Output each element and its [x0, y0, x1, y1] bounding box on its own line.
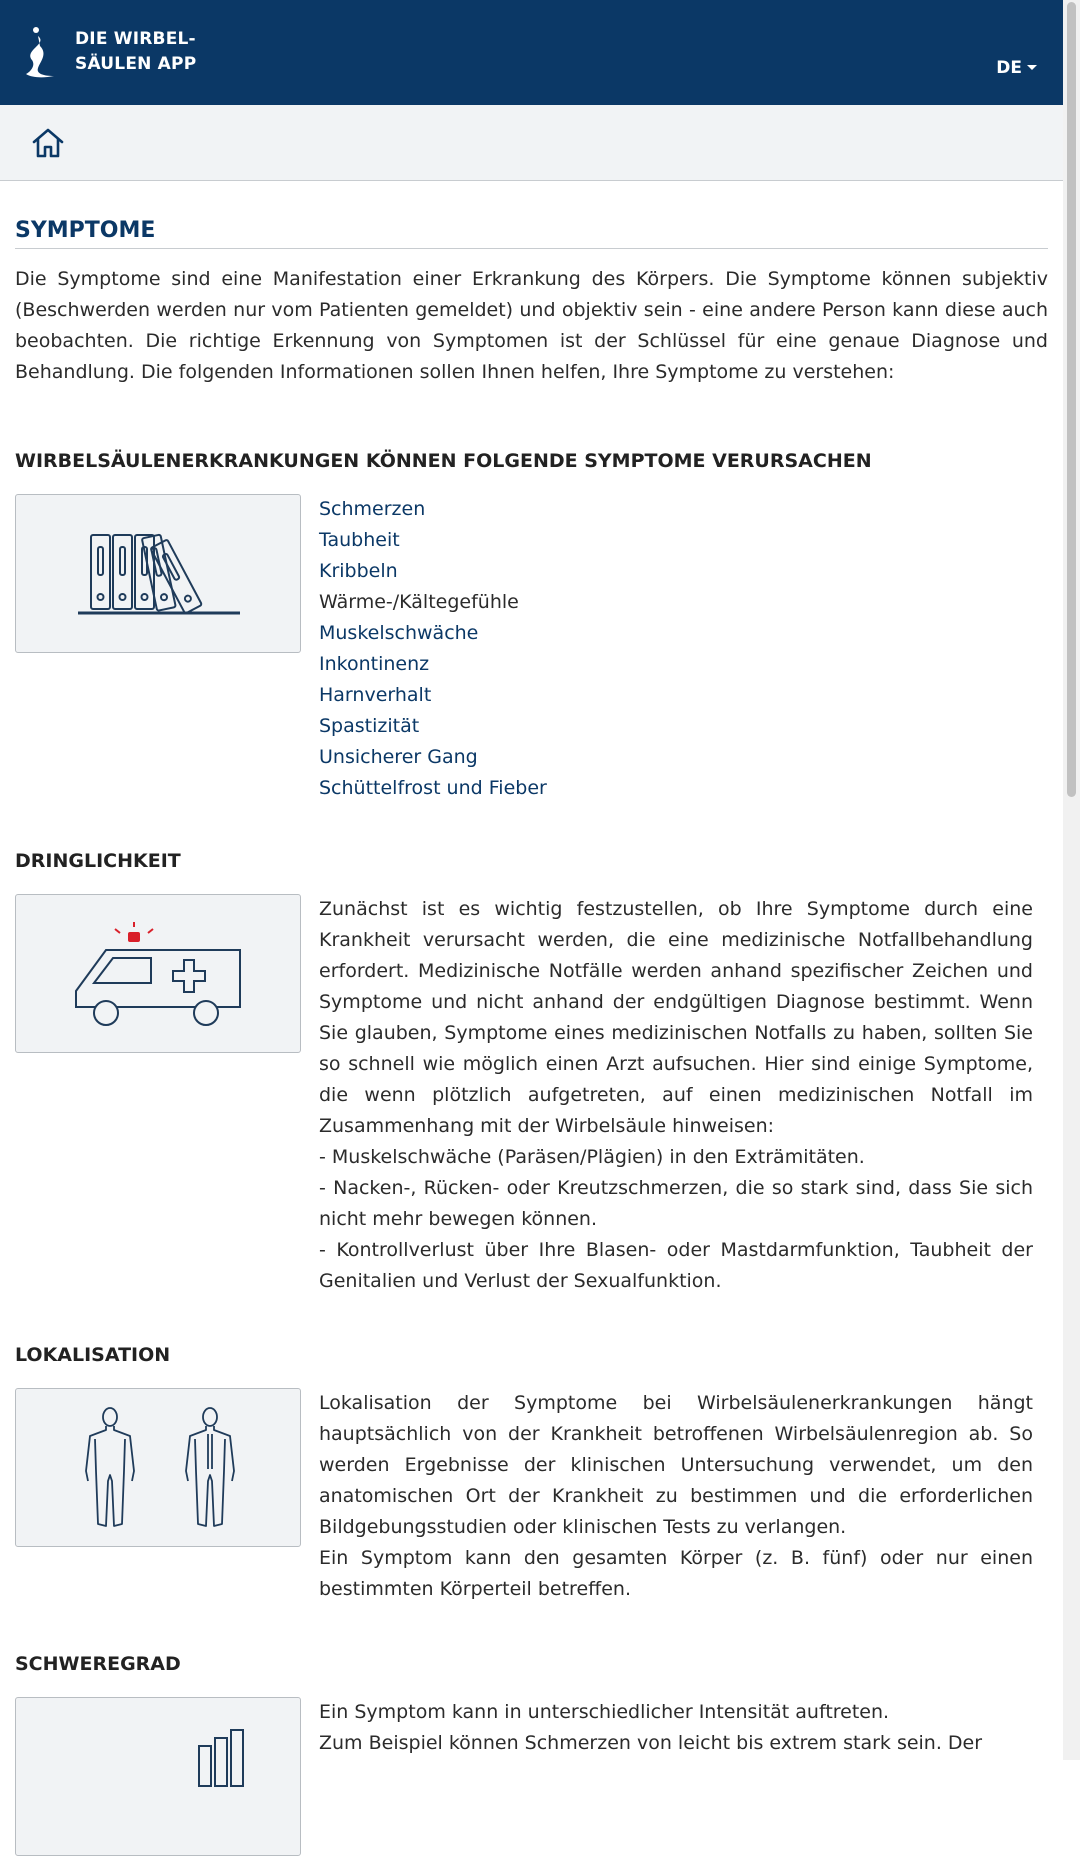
- language-dropdown[interactable]: [996, 58, 1037, 78]
- symptoms-image: [15, 494, 301, 653]
- binders-icon: [16, 495, 302, 654]
- urgency-paragraph-4: - Kontrollverlust über Ihre Blasen- oder Mastdarmfunktion, Taubheit der Genitalien und Verlust der Sexualfunktion.: [319, 1239, 1033, 1292]
- symptom-link-inkontinenz[interactable]: Inkontinenz: [319, 653, 430, 675]
- app-title-line1: DIE WIRBEL-: [75, 29, 196, 49]
- severity-bars-icon: [16, 1698, 302, 1857]
- localisation-image: [15, 1388, 301, 1547]
- spine-logo-icon[interactable]: [18, 24, 58, 80]
- symptom-item-waerme-kaelte: Wärme-/Kältegefühle: [319, 591, 519, 613]
- section-title-urgency: DRINGLICHKEIT: [15, 850, 181, 872]
- section-title-symptoms: WIRBELSÄULENERKRANKUNGEN KÖNNEN FOLGENDE SYMPTOME VERURSACHEN: [15, 450, 872, 472]
- section-title-localisation: LOKALISATION: [15, 1344, 171, 1366]
- body-figures-icon: [16, 1389, 302, 1548]
- home-icon[interactable]: [30, 125, 66, 161]
- symptom-link-taubheit[interactable]: Taubheit: [319, 529, 400, 551]
- scrollbar-thumb[interactable]: [1067, 2, 1076, 797]
- severity-paragraph-1: Ein Symptom kann in unterschiedlicher Intensität auftreten.: [319, 1701, 890, 1723]
- severity-section: [15, 1653, 1048, 1754]
- urgency-section: [15, 850, 1048, 1292]
- urgency-paragraph-3: - Nacken-, Rücken- oder Kreutzschmerzen, die so stark sind, dass Sie sich nicht mehr bewegen können.: [319, 1177, 1033, 1230]
- chevron-down-icon: [1027, 65, 1037, 70]
- app-title: [75, 27, 196, 77]
- language-label: DE: [996, 58, 1022, 78]
- symptom-link-spastizitaet[interactable]: Spastizität: [319, 715, 420, 737]
- symptom-list: [319, 494, 1033, 804]
- symptom-link-kribbeln[interactable]: Kribbeln: [319, 560, 398, 582]
- localisation-paragraph-1: Lokalisation der Symptome bei Wirbelsäulenerkrankungen hängt hauptsächlich von der Krankheit betroffenen Wirbelsäulenregion ab. So werden Ergebnisse der klinischen Untersuchung verwendet, um den anatomischen Ort der Krankheit zu bestimmen und die erforderlichen Bildgebungsstudien oder klinischen Tests zu verlangen.: [319, 1392, 1033, 1538]
- symptom-link-muskelschwaeche[interactable]: Muskelschwäche: [319, 622, 479, 644]
- symptom-link-harnverhalt[interactable]: Harnverhalt: [319, 684, 432, 706]
- symptom-link-schuettelfrost-fieber[interactable]: Schüttelfrost und Fieber: [319, 777, 547, 799]
- symptoms-section: [15, 450, 1048, 799]
- localisation-section: [15, 1344, 1048, 1600]
- symptom-link-schmerzen[interactable]: Schmerzen: [319, 498, 426, 520]
- urgency-paragraph-1: Zunächst ist es wichtig festzustellen, ob Ihre Symptome durch eine Krankheit verursacht werden, die eine medizinische Notfallbehandlung erfordert. Medizinische Notfälle werden anhand spezifischer Zeichen und Symptome und nicht anhand der endgültigen Diagnose bestimmt. Wenn Sie glauben, Symptome eines medizinischen Notfalls zu haben, sollten Sie so schnell wie möglich einen Arzt aufsuchen. Hier sind einige Symptome, die wenn plötzlich aufgetreten, auf einen medizinischen Notfall im Zusammenhang mit der Wirbelsäule hinweisen:: [319, 898, 1033, 1137]
- localisation-paragraph-2: Ein Symptom kann den gesamten Körper (z. B. fünf) oder nur einen bestimmten Körperteil betreffen.: [319, 1547, 1033, 1600]
- localisation-text: [319, 1388, 1033, 1605]
- severity-paragraph-2: Zum Beispiel können Schmerzen von leicht bis extrem stark sein. Der: [319, 1732, 983, 1754]
- app-title-line2: SÄULEN APP: [75, 54, 197, 74]
- severity-image: [15, 1697, 301, 1856]
- severity-text: [319, 1697, 1033, 1759]
- app-header: [0, 0, 1063, 105]
- urgency-image: [15, 894, 301, 1053]
- page-title: SYMPTOME: [15, 218, 1048, 249]
- ambulance-icon: [16, 895, 302, 1054]
- main-content: [15, 180, 1048, 1754]
- section-title-severity: SCHWEREGRAD: [15, 1653, 181, 1675]
- scrollbar[interactable]: [1063, 0, 1080, 1760]
- intro-text: Die Symptome sind eine Manifestation einer Erkrankung des Körpers. Die Symptome können subjektiv (Beschwerden werden nur vom Patienten gemeldet) und objektiv sein - eine andere Person kann diese auch beobachten. Die richtige Erkennung von Symptomen ist der Schlüssel für eine genaue Diagnose und Behandlung. Die folgenden Informationen sollen Ihnen helfen, Ihre Symptome zu verstehen:: [15, 268, 1048, 383]
- urgency-text: [319, 894, 1033, 1297]
- nav-bar: [0, 105, 1063, 181]
- urgency-paragraph-2: - Muskelschwäche (Paräsen/Plägien) in den Exträmitäten.: [319, 1146, 865, 1168]
- symptom-link-unsicherer-gang[interactable]: Unsicherer Gang: [319, 746, 478, 768]
